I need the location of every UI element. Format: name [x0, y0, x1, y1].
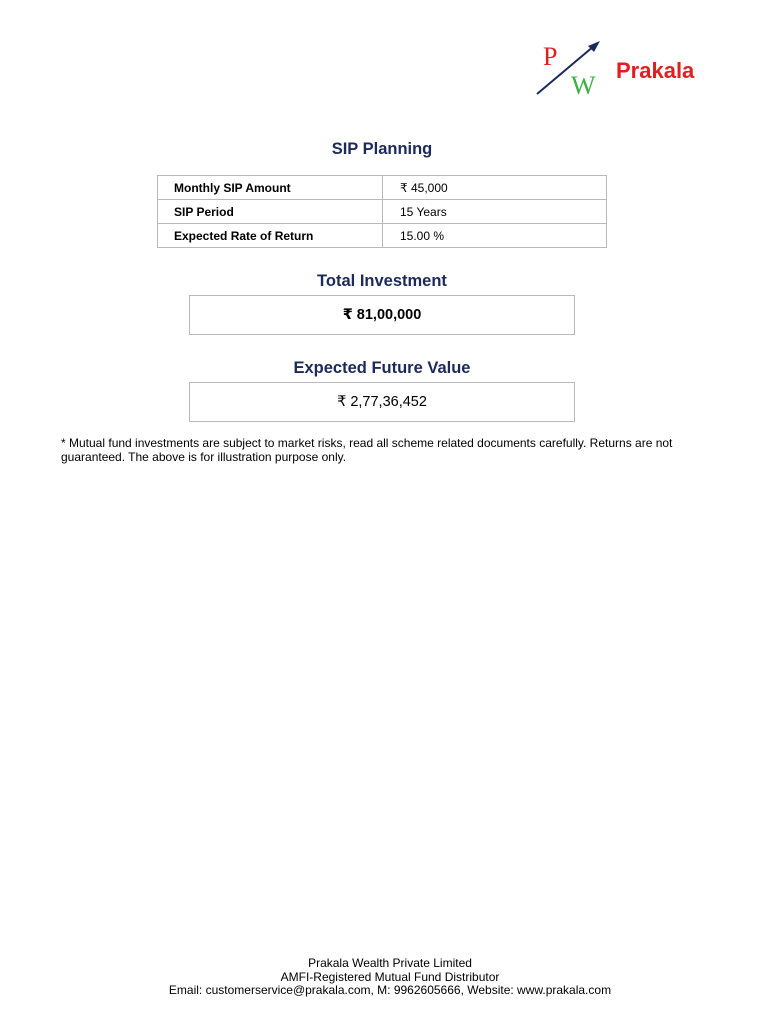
sip-planning-title: SIP Planning [331, 140, 433, 158]
expected-future-value-title: Expected Future Value [293, 359, 471, 377]
monthly-sip-amount-value: ₹ 45,000 [383, 176, 607, 200]
prakala-logo [534, 38, 724, 100]
monthly-sip-amount-label: Monthly SIP Amount [158, 176, 383, 200]
table-row [158, 224, 607, 248]
footer-contact: Email: customerservice@prakala.com, M: 9962605666, Website: www.prakala.com [168, 983, 612, 997]
table-row [158, 176, 607, 200]
expected-future-value: ₹ 2,77,36,452 [337, 394, 427, 410]
disclaimer-text: * Mutual fund investments are subject to market risks, read all scheme related documents carefully. Returns are not guaranteed. The above is for illustration purpose only. [61, 436, 673, 464]
total-investment-value: ₹ 81,00,000 [342, 307, 422, 323]
total-investment-box [189, 295, 575, 335]
pw-logo-mark-icon [534, 38, 614, 100]
table-row [158, 200, 607, 224]
sip-period-label: SIP Period [158, 200, 383, 224]
expected-rate-of-return-label: Expected Rate of Return [158, 224, 383, 248]
footer-company: Prakala Wealth Private Limited [308, 956, 472, 970]
footer-registration: AMFI-Registered Mutual Fund Distributor [280, 969, 500, 984]
expected-future-value-box [189, 382, 575, 422]
total-investment-title: Total Investment [317, 272, 447, 290]
expected-rate-of-return-value: 15.00 % [383, 224, 607, 248]
sip-period-value: 15 Years [383, 200, 607, 224]
logo-mark-p: P [543, 42, 558, 71]
page-footer [0, 957, 768, 998]
logo-name: Prakala [616, 58, 695, 83]
logo-mark-w: W [571, 71, 596, 100]
sip-planning-table [157, 175, 607, 248]
